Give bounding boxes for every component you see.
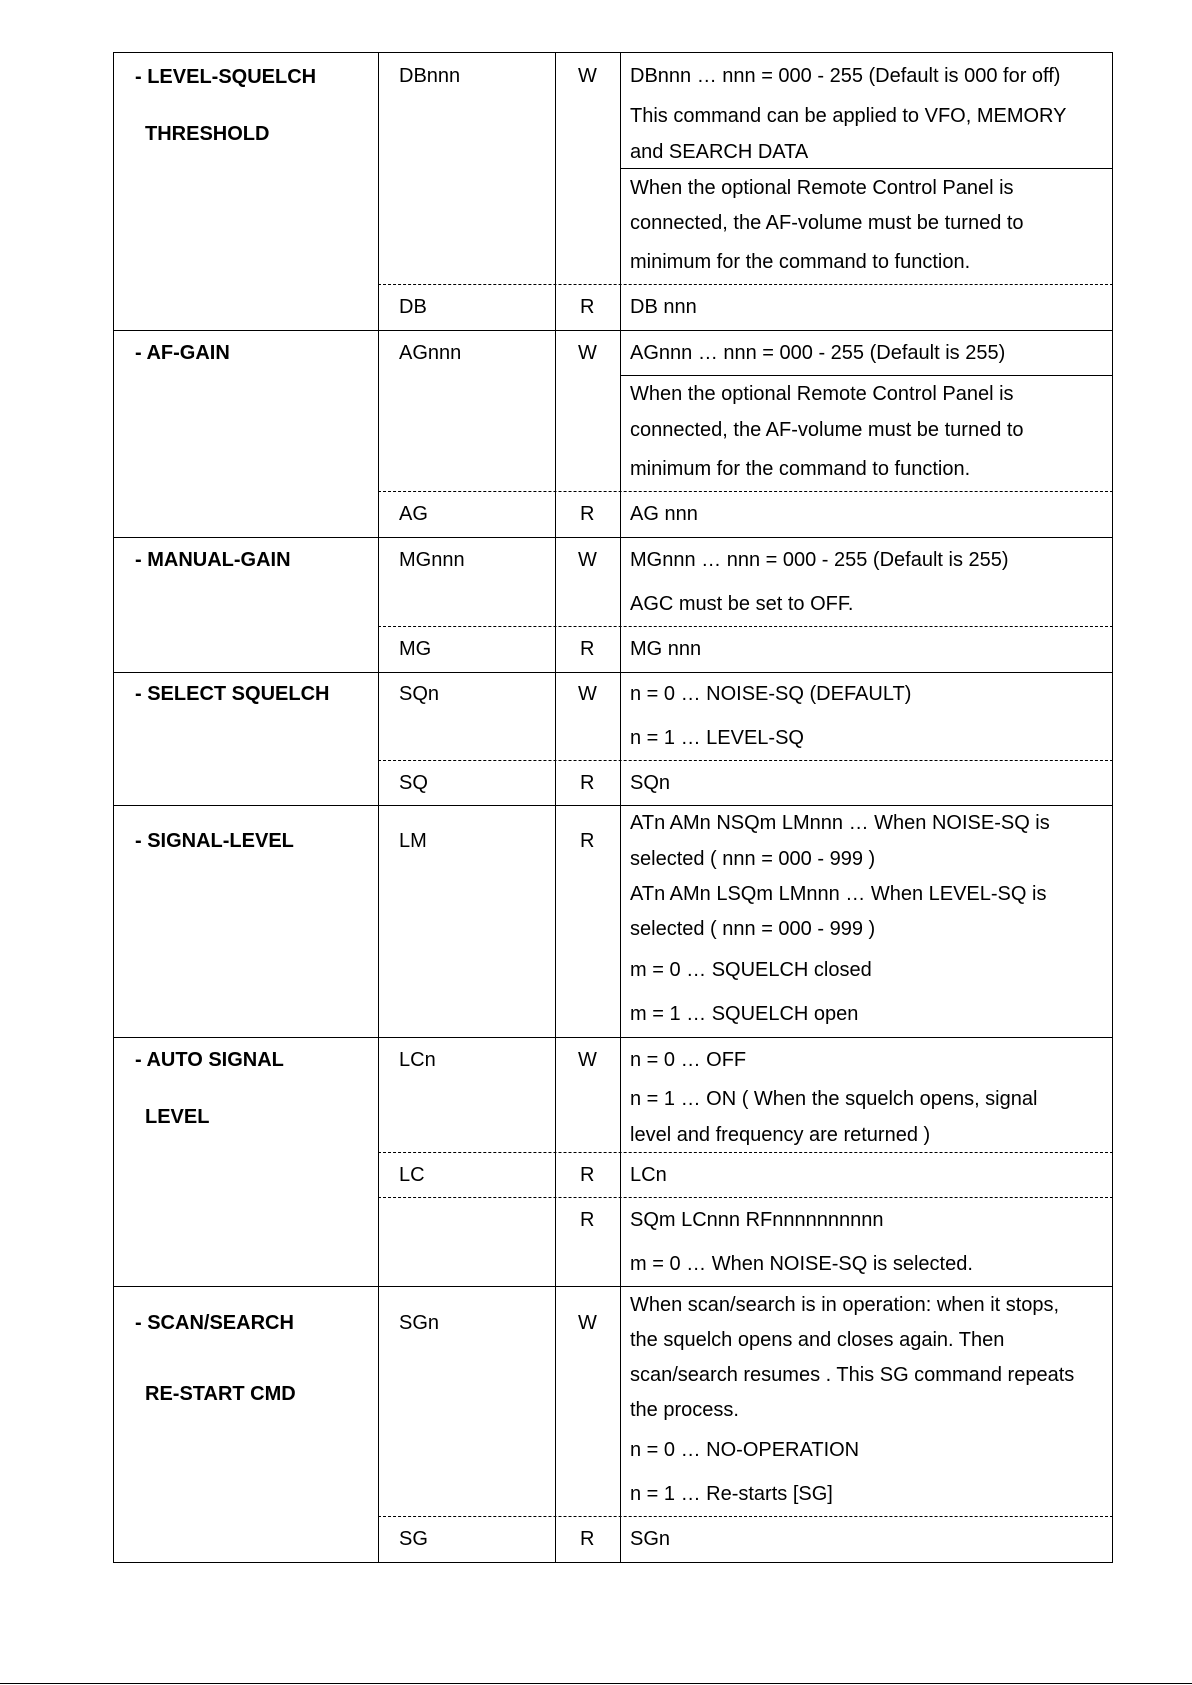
column-divider [378, 52, 379, 1563]
description-line: connected, the AF-volume must be turned to [630, 212, 1024, 234]
rw-flag: R [580, 638, 595, 660]
command-code: SGn [399, 1312, 440, 1334]
function-name: - SCAN/SEARCH [135, 1312, 294, 1334]
table-border-left [113, 52, 114, 1563]
rw-flag: R [580, 296, 595, 318]
description-line: n = 1 … Re-starts [SG] [630, 1483, 833, 1505]
description-line: When the optional Remote Control Panel is [630, 383, 1014, 405]
rw-flag: R [580, 1528, 595, 1550]
table-border-top [113, 52, 1113, 53]
column-divider [620, 52, 621, 1563]
description-line: SQn [630, 772, 671, 794]
description-line: MGnnn … nnn = 000 - 255 (Default is 255) [630, 549, 1009, 571]
function-name: - SIGNAL-LEVEL [135, 830, 294, 852]
command-code: SQ [399, 772, 428, 794]
description-line: MG nnn [630, 638, 702, 660]
description-line: DBnnn … nnn = 000 - 255 (Default is 000 for off) [630, 65, 1061, 87]
description-divider [620, 375, 1113, 376]
function-name: - AF-GAIN [135, 342, 230, 364]
function-name: THRESHOLD [145, 123, 270, 145]
row-separator [113, 330, 1113, 331]
row-separator [113, 537, 1113, 538]
description-line: ATn AMn LSQm LMnnn … When LEVEL-SQ is [630, 883, 1047, 905]
description-line: SGn [630, 1528, 671, 1550]
description-line: m = 0 … When NOISE-SQ is selected. [630, 1253, 973, 1275]
command-code: AG [399, 503, 428, 525]
description-line: n = 0 … NOISE-SQ (DEFAULT) [630, 683, 912, 705]
command-code: SQn [399, 683, 440, 705]
rw-flag: R [580, 1164, 595, 1186]
rw-flag: W [578, 683, 597, 705]
command-code: MG [399, 638, 432, 660]
table-border-bottom [113, 1562, 1113, 1563]
command-table [113, 52, 1113, 1563]
function-name: - SELECT SQUELCH [135, 683, 330, 705]
command-code: DB [399, 296, 427, 318]
description-line: the squelch opens and closes again. Then [630, 1329, 1005, 1351]
function-name: - LEVEL-SQUELCH [135, 66, 317, 88]
description-line: selected ( nnn = 000 - 999 ) [630, 848, 876, 870]
rw-flag: R [580, 772, 595, 794]
description-line: and SEARCH DATA [630, 141, 809, 163]
description-line: ATn AMn NSQm LMnnn … When NOISE-SQ is [630, 812, 1050, 834]
description-line: This command can be applied to VFO, MEMORY [630, 105, 1067, 127]
row-separator [113, 1286, 1113, 1287]
rw-flag: W [578, 342, 597, 364]
function-name: LEVEL [145, 1106, 210, 1128]
description-line: the process. [630, 1399, 739, 1421]
command-code: LC [399, 1164, 425, 1186]
row-separator [113, 805, 1113, 806]
row-separator [113, 672, 1113, 673]
description-line: AGnnn … nnn = 000 - 255 (Default is 255) [630, 342, 1006, 364]
command-code: SG [399, 1528, 428, 1550]
description-line: minimum for the command to function. [630, 251, 971, 273]
page-bottom-rule [0, 1683, 1192, 1684]
table-border-right [1112, 52, 1113, 1563]
rw-flag: W [578, 1312, 597, 1334]
command-code: LM [399, 830, 427, 852]
function-name: - MANUAL-GAIN [135, 549, 291, 571]
command-code: MGnnn [399, 549, 465, 571]
description-line: AGC must be set to OFF. [630, 593, 854, 615]
sub-row-separator [378, 284, 1113, 285]
description-line: n = 0 … NO-OPERATION [630, 1439, 860, 1461]
column-divider [555, 52, 556, 1563]
row-separator [113, 1037, 1113, 1038]
rw-flag: W [578, 1049, 597, 1071]
sub-row-separator [378, 760, 1113, 761]
description-line: m = 0 … SQUELCH closed [630, 959, 872, 981]
description-line: m = 1 … SQUELCH open [630, 1003, 859, 1025]
description-line: n = 1 … ON ( When the squelch opens, signal [630, 1088, 1038, 1110]
description-line: level and frequency are returned ) [630, 1124, 931, 1146]
command-code: AGnnn [399, 342, 462, 364]
function-name: RE-START CMD [145, 1383, 296, 1405]
rw-flag: R [580, 830, 595, 852]
description-line: selected ( nnn = 000 - 999 ) [630, 918, 876, 940]
sub-row-separator [378, 1197, 1113, 1198]
description-line: scan/search resumes . This SG command repeats [630, 1364, 1075, 1386]
rw-flag: R [580, 1209, 595, 1231]
description-divider [620, 168, 1113, 169]
description-line: connected, the AF-volume must be turned to [630, 419, 1024, 441]
rw-flag: W [578, 549, 597, 571]
description-line: n = 1 … LEVEL-SQ [630, 727, 804, 749]
description-line: SQm LCnnn RFnnnnnnnnnn [630, 1209, 884, 1231]
command-code: LCn [399, 1049, 436, 1071]
sub-row-separator [378, 1152, 1113, 1153]
function-name: - AUTO SIGNAL [135, 1049, 284, 1071]
command-code: DBnnn [399, 65, 461, 87]
description-line: When the optional Remote Control Panel is [630, 177, 1014, 199]
rw-flag: W [578, 65, 597, 87]
description-line: LCn [630, 1164, 667, 1186]
sub-row-separator [378, 626, 1113, 627]
rw-flag: R [580, 503, 595, 525]
description-line: n = 0 … OFF [630, 1049, 747, 1071]
description-line: DB nnn [630, 296, 697, 318]
description-line: When scan/search is in operation: when it stops, [630, 1294, 1060, 1316]
description-line: AG nnn [630, 503, 698, 525]
sub-row-separator [378, 491, 1113, 492]
description-line: minimum for the command to function. [630, 458, 971, 480]
sub-row-separator [378, 1516, 1113, 1517]
